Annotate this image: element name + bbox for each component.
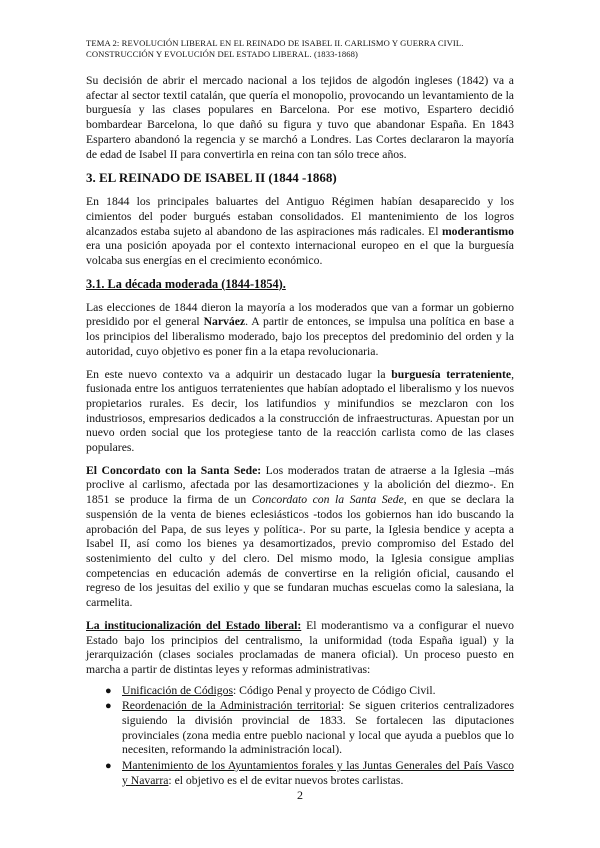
page-header [86,38,526,60]
text: Las elecciones de 1844 dieron la mayoría a los moderados que van a formar un gobierno presidido por el general [86,300,514,329]
list-item [105,759,514,788]
concordato-heading: El Concordato con la Santa Sede: [86,463,262,477]
text: En este nuevo contexto va a adquirir un destacado lugar la [86,367,386,381]
list-item-term: Unificación de Códigos [122,683,234,697]
bullet-icon: ● [105,760,112,773]
section-3-1-paragraph-2 [86,368,514,456]
text: El moderantismo va a configurar el nuevo Estado bajo los principios del centralismo, la uniformidad (toda España igual) y la jerarquización (clases sociales proclamadas de manera oficial). Un proceso puesto en marcha a partir de distintas leyes y reformas administrativas: [86,618,514,676]
bold-term: Narváez [203,315,246,329]
text: Los moderados tratan de atraerse a la Iglesia –más proclive al carlismo, afectada por las desamortizaciones y la abolición del diezmo-. En 1851 se produce la firma de un [86,463,514,507]
list-item-text: : el objetivo es el de evitar nuevos brotes carlistas. [168,773,404,787]
section-3-1-paragraph-1 [86,301,514,360]
list-item-term: Reordenación de la Administración territorial [122,699,342,713]
header-line-2: CONSTRUCCIÓN Y EVOLUCIÓN DEL ESTADO LIBERAL. (1833-1868) [86,49,359,59]
text: En 1844 los principales baluartes del Antiguo Régimen habían desaparecido y los cimientos del poder burgués estaban consolidados. El mantenimiento de los logros alcanzados estaba sujeto al abandono de las aspiraciones más radicales. El [86,195,514,238]
bullet-icon: ● [105,700,112,713]
text: era una posición apoyada por el contexto internacional europeo en el que la burguesía volcaba sus energías en el crecimiento económico. [86,239,514,268]
institucionalizacion-heading: La institucionalización del Estado liberal: [86,618,302,632]
bold-term: burguesía terrateniente [391,367,512,381]
bullet-icon: ● [105,684,112,697]
section-3-paragraph [86,195,514,269]
page-number: 2 [297,788,303,802]
institucionalizacion-paragraph [86,619,514,678]
concordato-paragraph [86,464,514,611]
list-item-text: : Se siguen criterios centralizadores siguiendo la división provincial de 1833. Se fortalecen las diputaciones provinciales (zona media entre pueblo nacional y local que ayuda a pueblos que lo necesiten, reformando la administración local). [122,699,514,757]
list-item-text: : Código Penal y proyecto de Código Civil. [233,683,436,697]
list-item-term: Mantenimiento de los Ayuntamientos forales y las Juntas Generales del País Vasco y Navarra [122,759,514,787]
header-line-1: TEMA 2: REVOLUCIÓN LIBERAL EN EL REINADO DE ISABEL II. CARLISMO Y GUERRA CIVIL. [86,38,464,48]
section-3-title: 3. EL REINADO DE ISABEL II (1844 -1868) [86,170,337,186]
text: , en que se declara la suspensión de la venta de bienes eclesiásticos -todos los gobiernos han ido buscando la aprobación del Papa, de sus leyes y política-. Por su parte, la Iglesia bendice y acepta a Isabel II, así como los bienes ya desamortizados, previo compromiso del Estado del sostenimiento del culto y del clero. Del mismo modo, la Iglesia consigue amplias competencias en educación además de convertirse en la religión oficial, causando el regreso de los jesuitas del exilio y que se fundaran muchas escuelas como la salesiana, la carmelita. [86,493,515,610]
page-content [86,74,514,790]
text: , fusionada entre los antiguos terratenientes que habían adoptado el liberalismo y los nuevos propietarios rurales. Es decir, los latifundios y minifundios se mezclaron con los industriosos, empresarios dedicados a la construcción de infraestructuras. Apuestan por un nuevo orden social que los protegiese tanto de la reacción carlista como de las clases populares. [86,367,515,455]
list-item [105,699,514,758]
reform-list [86,684,514,789]
italic-term: Concordato con la Santa Sede [251,493,404,507]
intro-paragraph: Su decisión de abrir el mercado nacional a los tejidos de algodón ingleses (1842) va a afectar al sector textil catalán, que quería el monopolio, provocando un levantamiento de la burguesía y las clases populares en Barcelona. Por ese motivo, Espartero decidió bombardear Barcelona, lo que dañó su figura y tuvo que abandonar España. En 1843 Espartero abandonó la regencia y se marchó a Londres. Las Cortes declararon la mayoría de edad de Isabel II para convertirla en reina con tan sólo trece años. [86,74,514,161]
section-3-1-title: 3.1. La década moderada (1844-1854). [86,276,286,291]
list-item [105,683,514,699]
text: . A partir de entonces, se impulsa una política en base a los principios del liberalismo moderado, bajo los preceptos del predominio del orden y la autoridad, cuyo objetivo es poner fin a la etapa revolucionaria. [86,315,515,358]
bold-term: moderantismo [441,224,515,238]
